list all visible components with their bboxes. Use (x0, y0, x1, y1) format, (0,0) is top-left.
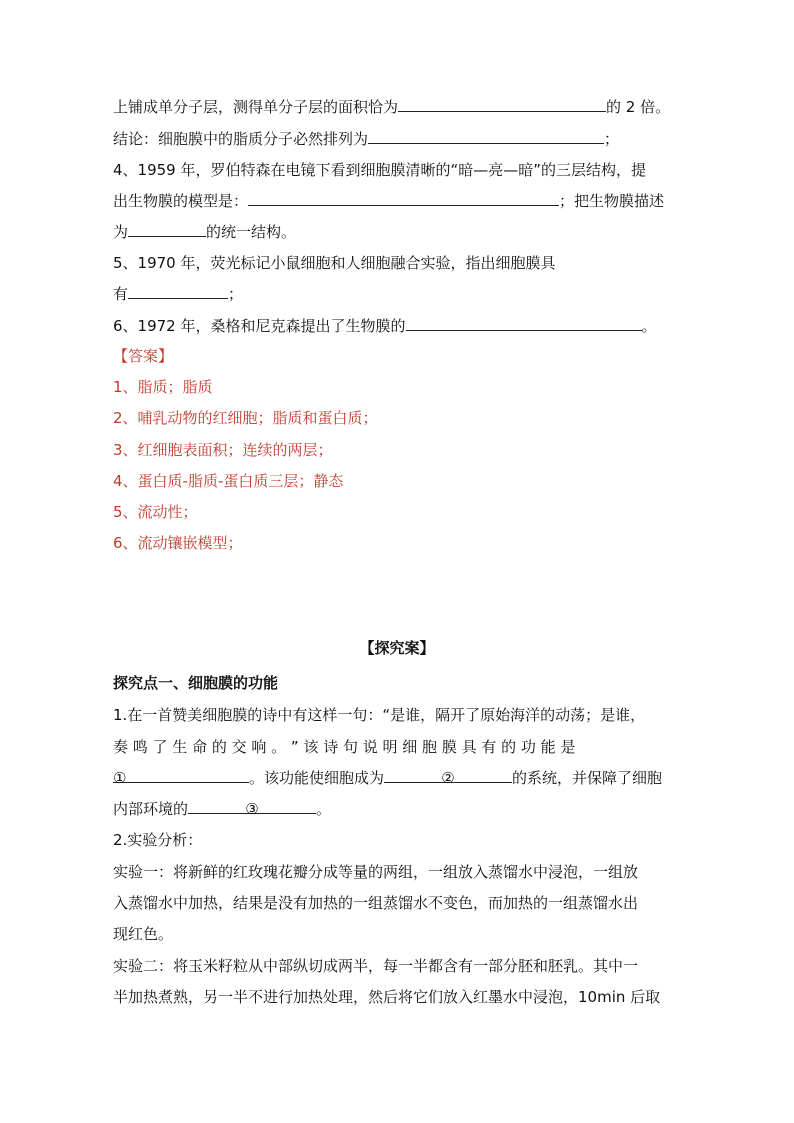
text: 的 2 倍。 (606, 98, 671, 116)
text: ； (604, 130, 620, 148)
text-line: 实验二：将玉米籽粒从中部纵切成两半，每一半都含有一部分胚和胚乳。其中一 (113, 957, 639, 975)
text: 的系统，并保障了细胞 (512, 769, 663, 787)
text: 。 (316, 800, 332, 818)
fill-blank[interactable] (128, 284, 228, 299)
text-line (113, 129, 683, 149)
fill-blank[interactable] (406, 316, 642, 331)
text: 。该功能使细胞成为 (249, 769, 385, 787)
text-line (113, 799, 683, 819)
fill-blank[interactable] (113, 768, 249, 787)
subsection-heading: 探究点一、细胞膜的功能 (113, 674, 279, 692)
text: 。 (641, 317, 657, 335)
answer-item: 1、脂质；脂质 (113, 378, 213, 396)
text: 有 (113, 285, 129, 303)
answer-item: 5、流动性； (113, 503, 198, 521)
text: 结论：细胞膜中的脂质分子必然排列为 (113, 130, 369, 148)
text-line (113, 284, 683, 304)
text-line: 1.在一首赞美细胞膜的诗中有这样一句：“是谁，隔开了原始海洋的动荡；是谁， (113, 706, 646, 724)
text-line: 半加热煮熟，另一半不进行加热处理，然后将它们放入红墨水中浸泡，10min 后取 (113, 988, 661, 1006)
text: ； (228, 285, 244, 303)
answer-item: 6、流动镶嵌模型； (113, 534, 243, 552)
section-title: 【探究案】 (359, 639, 435, 657)
answer-item: 4、蛋白质-脂质-蛋白质三层；静态 (113, 472, 344, 490)
fill-blank[interactable] (128, 222, 206, 237)
answer-item: 2、哺乳动物的红细胞；脂质和蛋白质； (113, 409, 378, 427)
text-line (113, 191, 683, 211)
blank-marker: ③ (245, 800, 259, 818)
text: 出生物膜的模型是： (113, 192, 249, 210)
blank-marker: ② (441, 769, 455, 787)
text-line: 实验一：将新鲜的红玫瑰花瓣分成等量的两组，一组放入蒸馏水中浸泡，一组放 (113, 863, 639, 881)
answer-heading: 【答案】 (113, 347, 174, 365)
text: 上铺成单分子层，测得单分子层的面积恰为 (113, 98, 399, 116)
text: ；把生物膜描述 (559, 192, 665, 210)
text: 6、1972 年，桑格和尼克森提出了生物膜的 (113, 317, 406, 335)
fill-blank[interactable] (248, 191, 559, 206)
text: 内部环境的 (113, 800, 189, 818)
text: 为 (113, 223, 129, 241)
text-line: 奏 鸣 了 生 命 的 交 响 。 ” 该 诗 句 说 明 细 胞 膜 具 有 的 功 能 是 (113, 738, 576, 756)
text-line (113, 97, 683, 117)
text-line: 5、1970 年，荧光标记小鼠细胞和人细胞融合实验，指出细胞膜具 (113, 254, 556, 272)
text-line (113, 222, 683, 242)
text-line (113, 316, 683, 336)
fill-blank[interactable] (188, 799, 316, 818)
fill-blank[interactable] (398, 97, 606, 112)
text-line: 2.实验分析： (113, 831, 203, 849)
text-line: 4、1959 年，罗伯特森在电镜下看到细胞膜清晰的“暗—亮—暗”的三层结构，提 (113, 161, 647, 179)
answer-item: 3、红细胞表面积；连续的两层； (113, 441, 333, 459)
text-line: 入蒸馏水中加热，结果是没有加热的一组蒸馏水不变色，而加热的一组蒸馏水出 (113, 894, 639, 912)
fill-blank[interactable] (368, 129, 604, 144)
text-line: 现红色。 (113, 925, 174, 943)
blank-marker: ① (113, 769, 127, 787)
text-line (113, 768, 683, 788)
fill-blank[interactable] (384, 768, 512, 787)
text: 的统一结构。 (206, 223, 297, 241)
